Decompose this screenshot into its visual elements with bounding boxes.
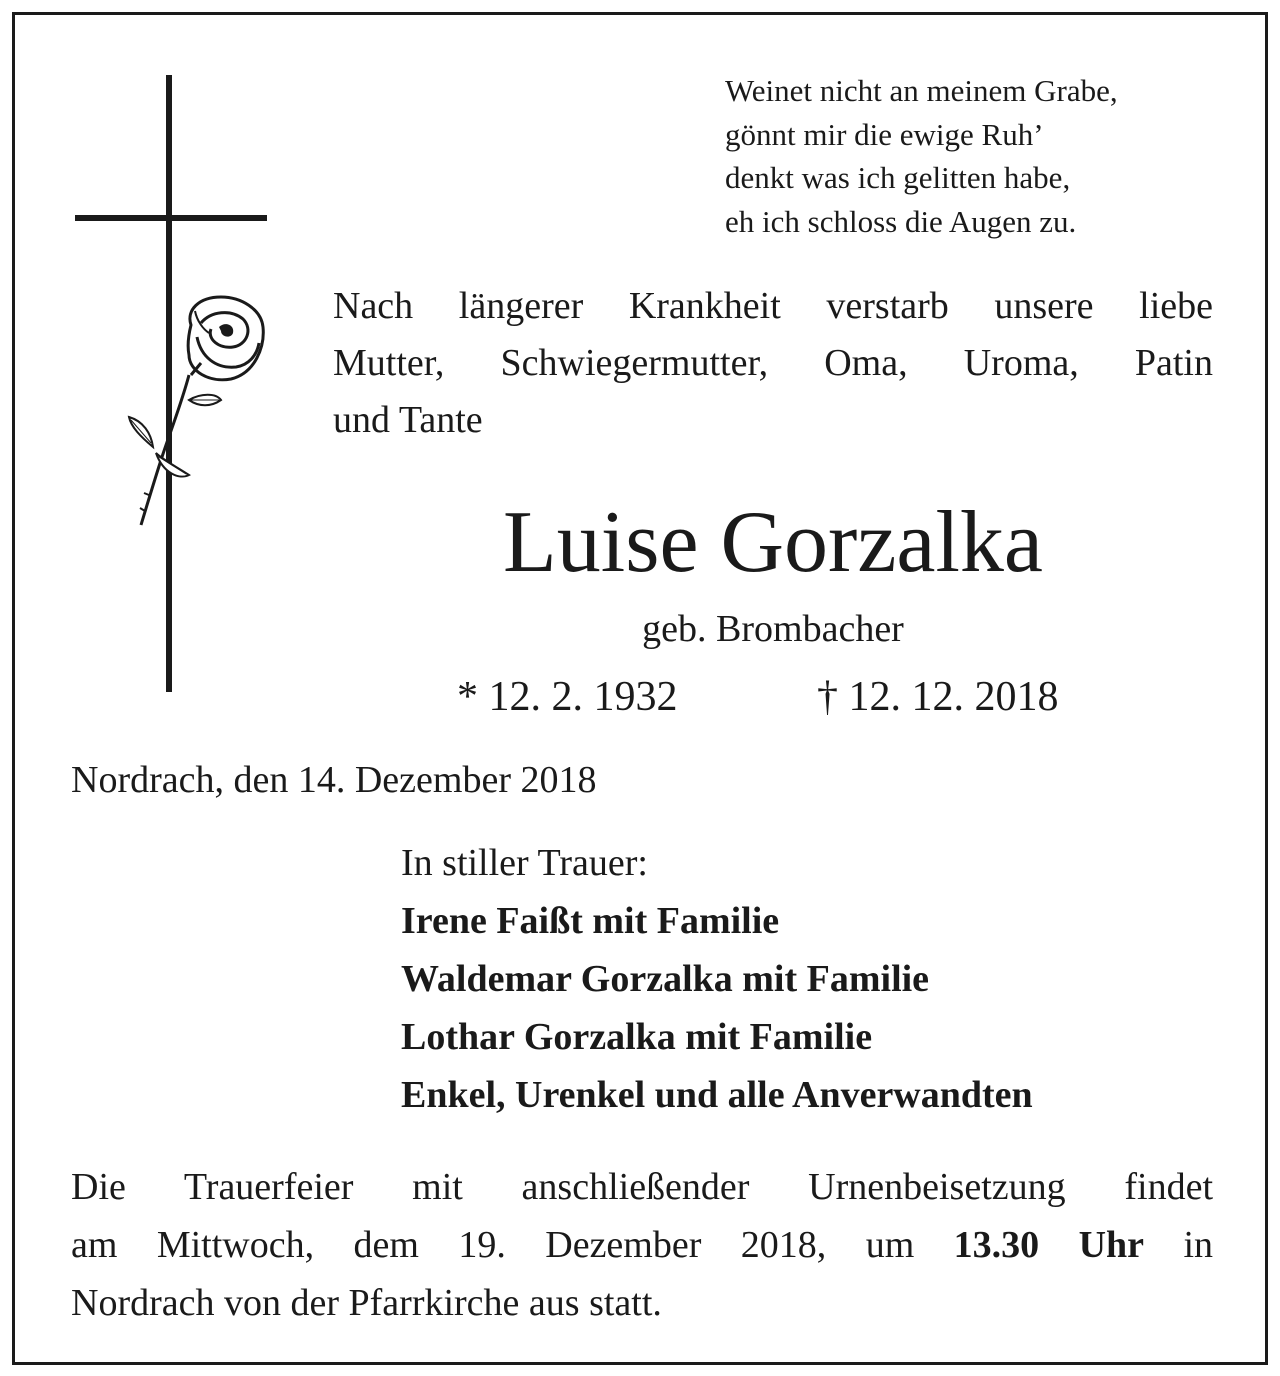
poem <box>725 69 1118 243</box>
service-line: Die Trauerfeier mit anschließender Urnenbeisetzung findet <box>71 1166 1213 1208</box>
poem-line: gönnt mir die ewige Ruh’ <box>725 116 1044 152</box>
mourners-block <box>401 834 1033 1124</box>
intro-line: und Tante <box>333 399 483 441</box>
service-time: 13.30 Uhr <box>953 1224 1145 1266</box>
mourner-name: Waldemar Gorzalka mit Familie <box>401 958 930 1000</box>
intro-line: Nach längerer Krankheit verstarb unsere liebe <box>333 285 1213 327</box>
mourners-heading: In stiller Trauer: <box>401 842 648 884</box>
service-line <box>71 1216 1213 1274</box>
poem-line: Weinet nicht an meinem Grabe, <box>725 73 1118 108</box>
birth-date: * 12. 2. 1932 <box>457 674 678 720</box>
mourner-name: Lothar Gorzalka mit Familie <box>401 1016 873 1058</box>
obituary-notice <box>12 12 1268 1365</box>
service-info <box>71 1158 1213 1332</box>
service-line: Nordrach von der Pfarrkirche aus statt. <box>71 1282 662 1324</box>
intro-text <box>333 278 1213 449</box>
service-date-text: am Mittwoch, dem 19. Dezember 2018, um <box>71 1224 954 1266</box>
intro-line: Mutter, Schwiegermutter, Oma, Uroma, Patin <box>333 342 1213 384</box>
poem-line: denkt was ich gelitten habe, <box>725 160 1071 195</box>
place-date: Nordrach, den 14. Dezember 2018 <box>71 759 597 801</box>
mourner-name: Enkel, Urenkel und alle Anverwandten <box>401 1074 1033 1116</box>
mourner-name: Irene Faißt mit Familie <box>401 900 780 942</box>
maiden-name: geb. Brombacher <box>642 608 904 650</box>
poem-line: eh ich schloss die Augen zu. <box>725 203 1077 239</box>
death-date: † 12. 12. 2018 <box>817 674 1059 720</box>
cross-with-rose-icon <box>71 75 271 695</box>
service-text-end: in <box>1144 1224 1213 1266</box>
deceased-name: Luise Gorzalka <box>503 494 1043 591</box>
